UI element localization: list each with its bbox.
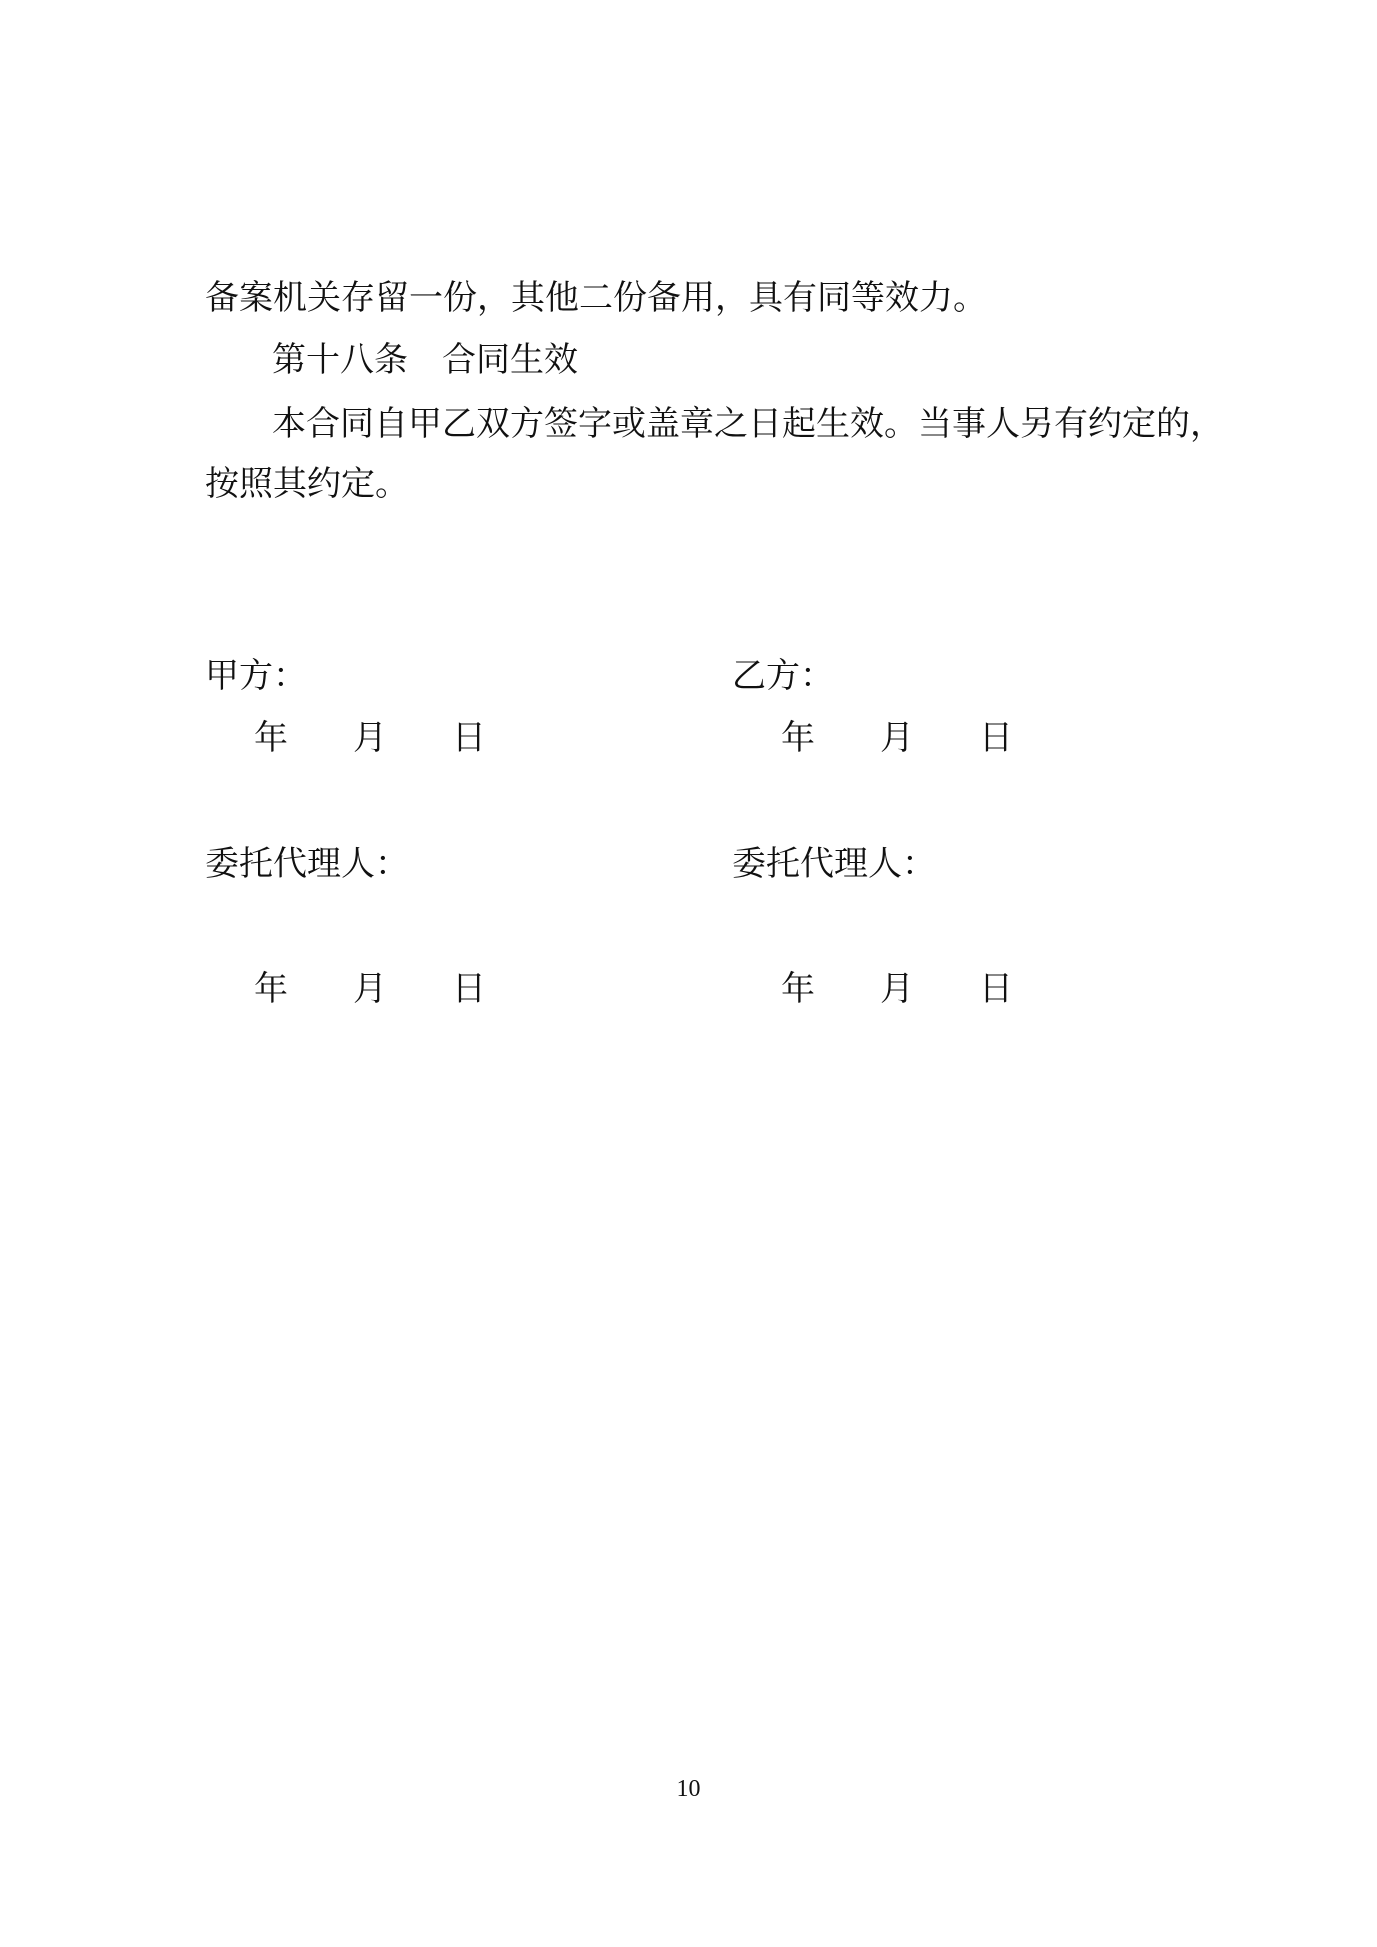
day-label: 日 (979, 969, 1013, 1009)
page-number: 10 (676, 1776, 701, 1802)
day-label: 日 (452, 969, 486, 1009)
month-label: 月 (353, 718, 387, 758)
article-title: 合同生效 (442, 340, 578, 380)
effectiveness-paragraph-line1: 本合同自甲乙双方签字或盖章之日起生效。当事人另有约定的， (272, 404, 1224, 444)
party-a-label: 甲方： (205, 656, 307, 696)
effectiveness-paragraph-line2: 按照其约定。 (205, 464, 409, 504)
day-label: 日 (452, 718, 486, 758)
year-label: 年 (254, 969, 288, 1009)
agent-b-label: 委托代理人： (732, 844, 936, 884)
article-heading (272, 336, 578, 384)
year-label: 年 (781, 969, 815, 1009)
month-label: 月 (880, 718, 914, 758)
party-b-label: 乙方： (732, 656, 834, 696)
paragraph-continuation: 备案机关存留一份，其他二份备用，具有同等效力。 (205, 278, 987, 318)
day-label: 日 (979, 718, 1013, 758)
article-number: 第十八条 (272, 340, 408, 380)
year-label: 年 (254, 718, 288, 758)
month-label: 月 (353, 969, 387, 1009)
agent-a-label: 委托代理人： (205, 844, 409, 884)
month-label: 月 (880, 969, 914, 1009)
year-label: 年 (781, 718, 815, 758)
